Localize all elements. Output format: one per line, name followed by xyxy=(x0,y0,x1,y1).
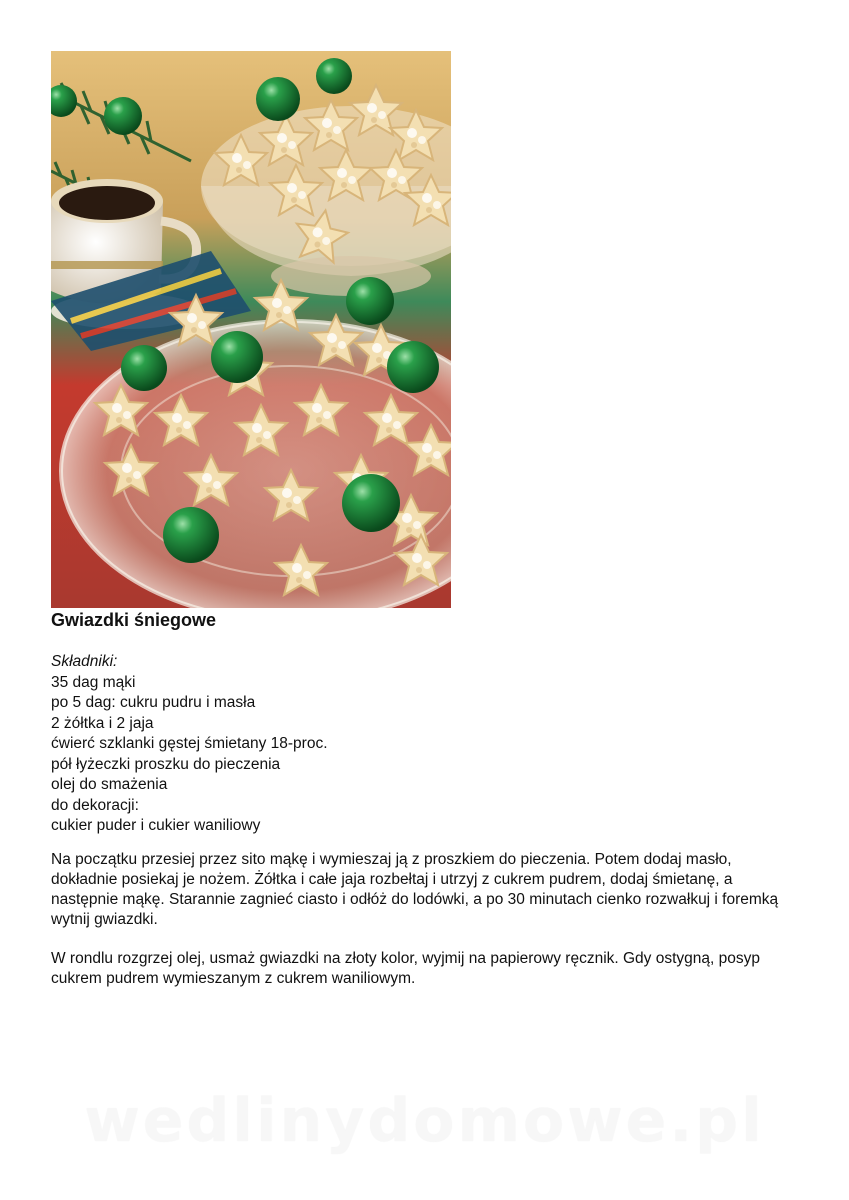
ingredient-item: cukier puder i cukier waniliowy xyxy=(51,817,261,834)
ingredients-list xyxy=(51,652,328,837)
recipe-title: Gwiazdki śniegowe xyxy=(51,610,217,630)
instructions-paragraph-1: Na początku przesiej przez sito mąkę i wymieszaj ją z proszkiem do pieczenia. Potem dodaj masło, dokładnie posiekaj je nożem. Żółtka i całe jaja rozbełtaj i utrzyj z cukrem pudrem, dodaj śmietanę, a następnie mąkę. Starannie zagnieć ciasto i odłóż do lodówki, a po 30 minutach cienko rozwałkuj i foremką wytnij gwiazdki. xyxy=(51,851,779,928)
instructions-paragraph-2: W rondlu rozgrzej olej, usmaż gwiazdki na złoty kolor, wyjmij na papierowy ręcznik. Gdy ostygną, posyp cukrem pudrem wymieszanym z cukrem waniliowym. xyxy=(51,950,760,987)
ingredient-item: 35 dag mąki xyxy=(51,673,136,691)
ingredient-item: 2 żółtka i 2 jaja xyxy=(51,714,154,732)
recipe-photo xyxy=(51,51,451,608)
ingredient-item: pół łyżeczki proszku do pieczenia xyxy=(51,755,281,773)
ingredient-item: po 5 dag: cukru pudru i masła xyxy=(51,694,256,711)
ingredient-item: do dekoracji: xyxy=(51,796,139,814)
ingredient-item: olej do smażenia xyxy=(51,776,168,793)
site-watermark: wedlinydomowe.pl xyxy=(84,1086,765,1156)
ingredients-label: Składniki: xyxy=(51,653,118,670)
ingredient-item: ćwierć szklanki gęstej śmietany 18-proc. xyxy=(51,735,328,752)
